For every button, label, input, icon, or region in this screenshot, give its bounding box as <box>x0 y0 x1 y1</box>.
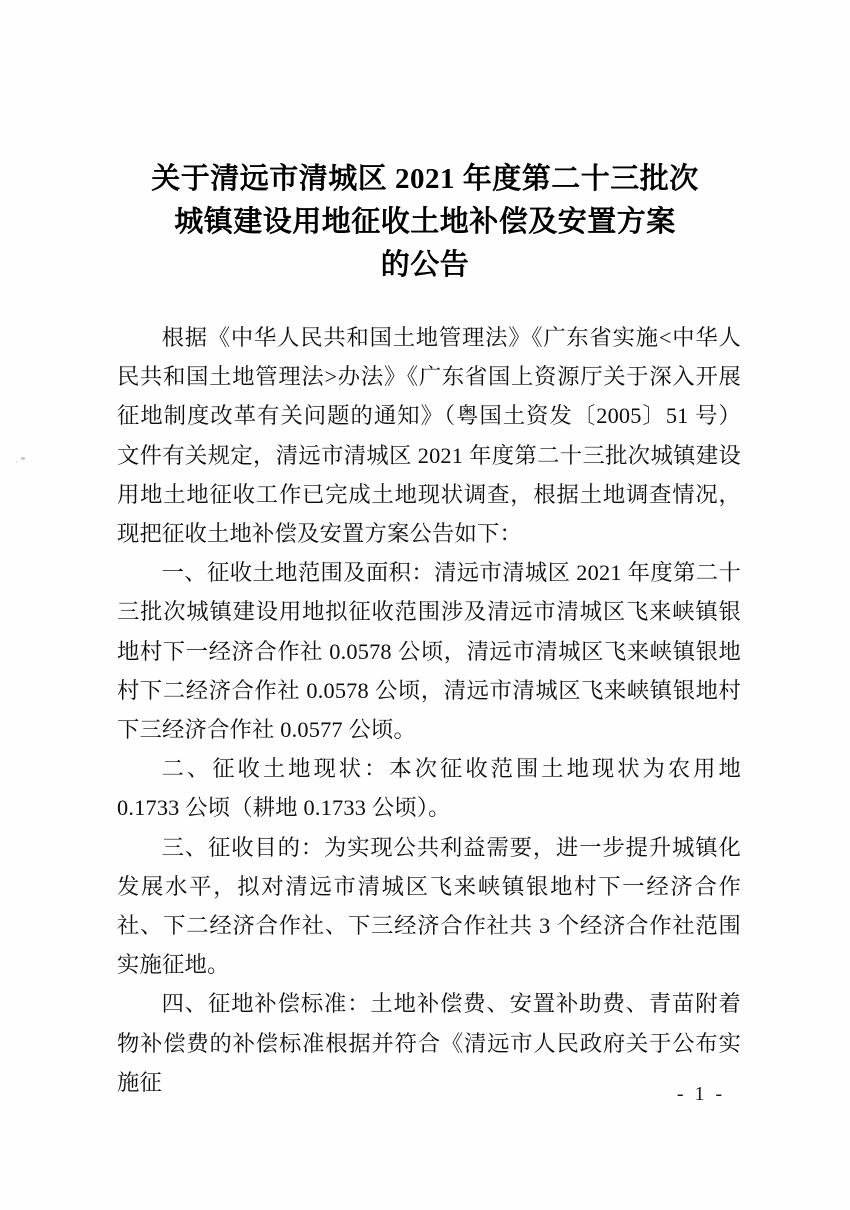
paragraph-section-3: 三、征收目的：为实现公共利益需要，进一步提升城镇化发展水平，拟对清远市清城区飞来峡镇银地村下一经济合作社、下二经济合作社、下三经济合作社共 3 个经济合作社范围实施征地。 <box>117 834 741 978</box>
paragraph-section-4: 四、征地补偿标准：土地补偿费、安置补助费、青苗附着物补偿费的补偿标准根据并符合《清远市人民政府关于公布实施征 <box>117 991 741 1095</box>
scan-speck <box>16 461 18 463</box>
page-number-value: - 1 - <box>676 1083 726 1105</box>
paragraph-section-1: 一、征收土地范围及面积：清远市清城区 2021 年度第二十三批次城镇建设用地拟征收范围涉及清远市清城区飞来峡镇银地村下一经济合作社 0.0578 公顷，清远市清城区飞来峡镇银地村下二经济合作社 0.0578 公顷，清远市清城区飞来峡镇银地村下三经济合作社 0.0577 公顷。 <box>117 560 741 743</box>
scan-speck <box>21 457 25 460</box>
paragraph-preamble: 根据《中华人民共和国土地管理法》《广东省实施<中华人民共和国土地管理法>办法》《广东省国上资源厅关于深入开展征地制度改革有关问题的通知》（粤国土资发〔2005〕51 号）文件有关规定，清远市清城区 2021 年度第二十三批次城镇建设用地土地征收工作已完成土地现状调查，根据土地调查情况，现把征收土地补偿及安置方案公告如下： <box>117 325 741 547</box>
document-title <box>120 158 730 287</box>
title-line-1: 关于清远市清城区 2021 年度第二十三批次 <box>151 163 699 195</box>
title-line-2: 城镇建设用地征收土地补偿及安置方案 <box>174 206 676 238</box>
page-number-footer <box>0 1083 850 1106</box>
paragraph-section-2: 二、征收土地现状：本次征收范围土地现状为农用地 0.1733 公顷（耕地 0.1733 公顷）。 <box>117 756 741 821</box>
document-body <box>117 318 741 1102</box>
title-line-3: 的公告 <box>380 249 470 281</box>
